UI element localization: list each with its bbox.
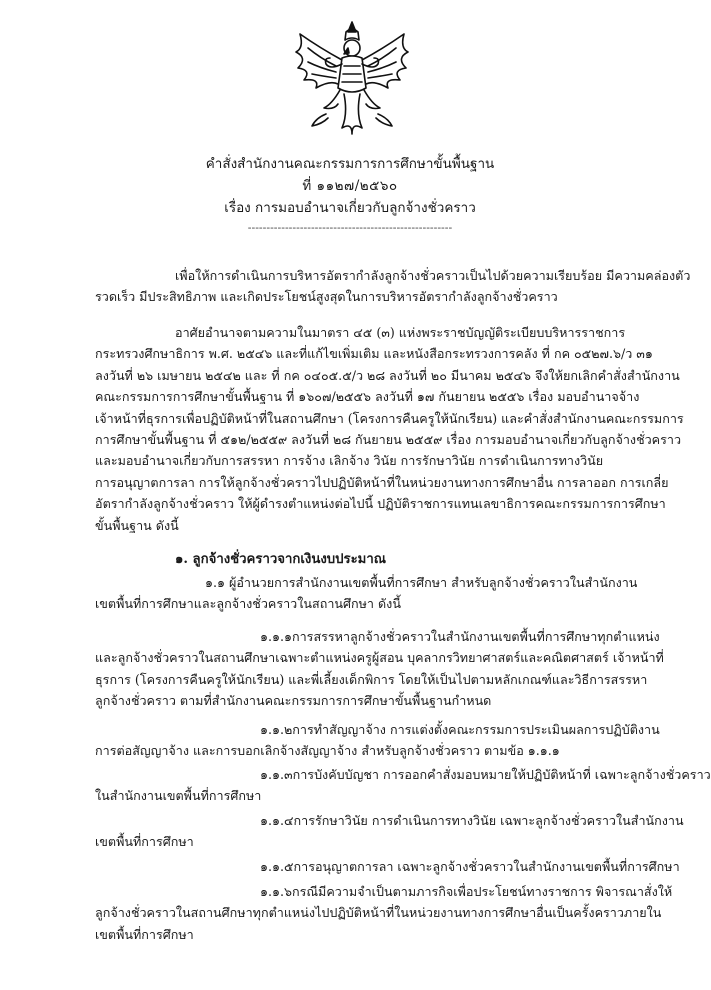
text-line: ในสำนักงานเขตพื้นที่การศึกษา: [95, 788, 262, 804]
garuda-emblem: [286, 18, 418, 138]
text-line: ธุรการ (โครงการคืนครูให้นักเรียน) และพี่เลี้ยงเด็กพิการ โดยให้เป็นไปตามหลักเกณฑ์และวิธีการสรรหา: [95, 671, 648, 687]
text-line: ๑.๑.๑การสรรหาลูกจ้างชั่วคราวในสำนักงานเขตพื้นที่การศึกษาทุกตำแหน่ง: [260, 629, 660, 644]
text-line: เขตพื้นที่การศึกษา: [95, 926, 194, 942]
text-line: ลูกจ้างชั่วคราวในสถานศึกษาทุกตำแหน่งไปปฏิบัติหน้าที่ในหน่วยงานทางการศึกษาอื่นเป็นครั้งคราวภายใน: [95, 905, 662, 921]
clause-1-1-1: [95, 626, 664, 712]
order-number: ที่ ๑๑๒๗/๒๕๖๐: [302, 178, 398, 194]
text-line: ๑.๑.๕การอนุญาตการลา เฉพาะลูกจ้างชั่วคราวในสำนักงานเขตพื้นที่การศึกษา: [260, 859, 680, 874]
text-line: ลงวันที่ ๒๖ เมษายน ๒๕๔๒ และ ที่ กค ๐๔๐๕.๕/ว ๒๘ ลงวันที่ ๒๐ มีนาคม ๒๕๔๖ จึงให้ยกเลิกคำสั่งสำนักงาน: [95, 367, 680, 383]
text-line: กระทรวงศึกษาธิการ พ.ศ. ๒๕๔๖ และที่แก้ไขเพิ่มเติม และหนังสือกระทรวงการคลัง ที่ กค ๐๕๒๗.๖/ว ๓๑: [95, 346, 653, 362]
text-line: อาศัยอำนาจตามความในมาตรา ๔๕ (๓) แห่งพระราชบัญญัติระเบียบบริหารราชการ: [175, 325, 626, 340]
intro-paragraph: [95, 265, 691, 308]
order-title: คำสั่งสำนักงานคณะกรรมการการศึกษาขั้นพื้นฐาน: [205, 156, 495, 172]
text-line: เพื่อให้การดำเนินการบริหารอัตรากำลังลูกจ้างชั่วคราวเป็นไปด้วยความเรียบร้อย มีความคล่องตัว: [175, 268, 691, 283]
text-line: อัตรากำลังลูกจ้างชั่วคราว ให้ผู้ดำรงตำแหน่งต่อไปนี้ ปฏิบัติราชการแทนเลขาธิการคณะกรรมการการศึกษา: [95, 496, 666, 512]
text-line: และลูกจ้างชั่วคราวในสถานศึกษาเฉพาะตำแหน่งครูผู้สอน บุคลากรวิทยาศาสตร์และคณิตศาสตร์ เจ้าหน้าที่: [95, 650, 664, 666]
clause-1-1: [95, 572, 655, 615]
text-line: และมอบอำนาจเกี่ยวกับการสรรหา การจ้าง เลิกจ้าง วินัย การรักษาวินัย การดำเนินการทางวินัย: [95, 453, 604, 469]
text-line: การศึกษาขั้นพื้นฐาน ที่ ๕๑๒/๒๕๕๙ ลงวันที่ ๒๘ กันยายน ๒๕๕๙ เรื่อง การมอบอำนาจเกี่ยวกับลูกจ้างชั่วคราว: [95, 432, 682, 448]
text-line: ลูกจ้างชั่วคราว ตามที่สำนักงานคณะกรรมการการศึกษาขั้นพื้นฐานกำหนด: [95, 693, 492, 709]
text-line: ๑.๑.๒การทำสัญญาจ้าง การแต่งตั้งคณะกรรมการประเมินผลการปฏิบัติงาน: [260, 722, 660, 737]
text-line: ขั้นพื้นฐาน ดังนี้: [95, 517, 179, 533]
text-line: ๑.๑.๔การรักษาวินัย การดำเนินการทางวินัย เฉพาะลูกจ้างชั่วคราวในสำนักงาน: [260, 813, 684, 828]
text-line: รวดเร็ว มีประสิทธิภาพ และเกิดประโยชน์สูงสุดในการบริหารอัตรากำลังลูกจ้างชั่วคราว: [95, 289, 558, 305]
section-heading: ๑. ลูกจ้างชั่วคราวจากเงินงบประมาณ: [175, 552, 387, 567]
text-line: ๑.๑.๓การบังคับบัญชา การออกคำสั่งมอบหมายให้ปฏิบัติหน้าที่ เฉพาะลูกจ้างชั่วคราว: [260, 767, 711, 782]
text-line: เขตพื้นที่การศึกษา: [95, 834, 194, 850]
text-line: การอนุญาตการลา การให้ลูกจ้างชั่วคราวไปปฏิบัติหน้าที่ในหน่วยงานทางการศึกษาอื่น การลาออก การเกลี่ย: [95, 474, 669, 490]
clause-1-1-5: [95, 856, 680, 877]
text-line: ๑.๑ ผู้อำนวยการสำนักงานเขตพื้นที่การศึกษา สำหรับลูกจ้างชั่วคราวในสำนักงาน: [205, 575, 638, 590]
order-subject: เรื่อง การมอบอำนาจเกี่ยวกับลูกจ้างชั่วคราว: [224, 200, 476, 216]
text-line: คณะกรรมการการศึกษาขั้นพื้นฐาน ที่ ๑๖๐๗/๒๕๕๖ ลงวันที่ ๑๗ กันยายน ๒๕๕๖ เรื่อง มอบอำนาจจ้าง: [95, 389, 640, 405]
header-separator: -------------------------------------------------------: [247, 221, 453, 234]
clause-1-1-2: [95, 719, 660, 762]
clause-1-1-6: [95, 881, 673, 945]
text-line: เจ้าหน้าที่ธุรการเพื่อปฏิบัติหน้าที่ในสถานศึกษา (โครงการคืนครูให้นักเรียน) และคำสั่งสำนักงานคณะกรรมการ: [95, 410, 684, 426]
authority-paragraph: [95, 322, 684, 536]
text-line: เขตพื้นที่การศึกษาและลูกจ้างชั่วคราวในสถานศึกษา ดังนี้: [95, 596, 401, 612]
clause-1-1-3: [95, 764, 711, 807]
text-line: การต่อสัญญาจ้าง และการบอกเลิกจ้างสัญญาจ้าง สำหรับลูกจ้างชั่วคราว ตามข้อ ๑.๑.๑: [95, 743, 560, 759]
clause-1-1-4: [95, 810, 684, 853]
text-line: ๑.๑.๖กรณีมีความจำเป็นตามภารกิจเพื่อประโยชน์ทางราชการ พิจารณาสั่งให้: [260, 884, 673, 899]
